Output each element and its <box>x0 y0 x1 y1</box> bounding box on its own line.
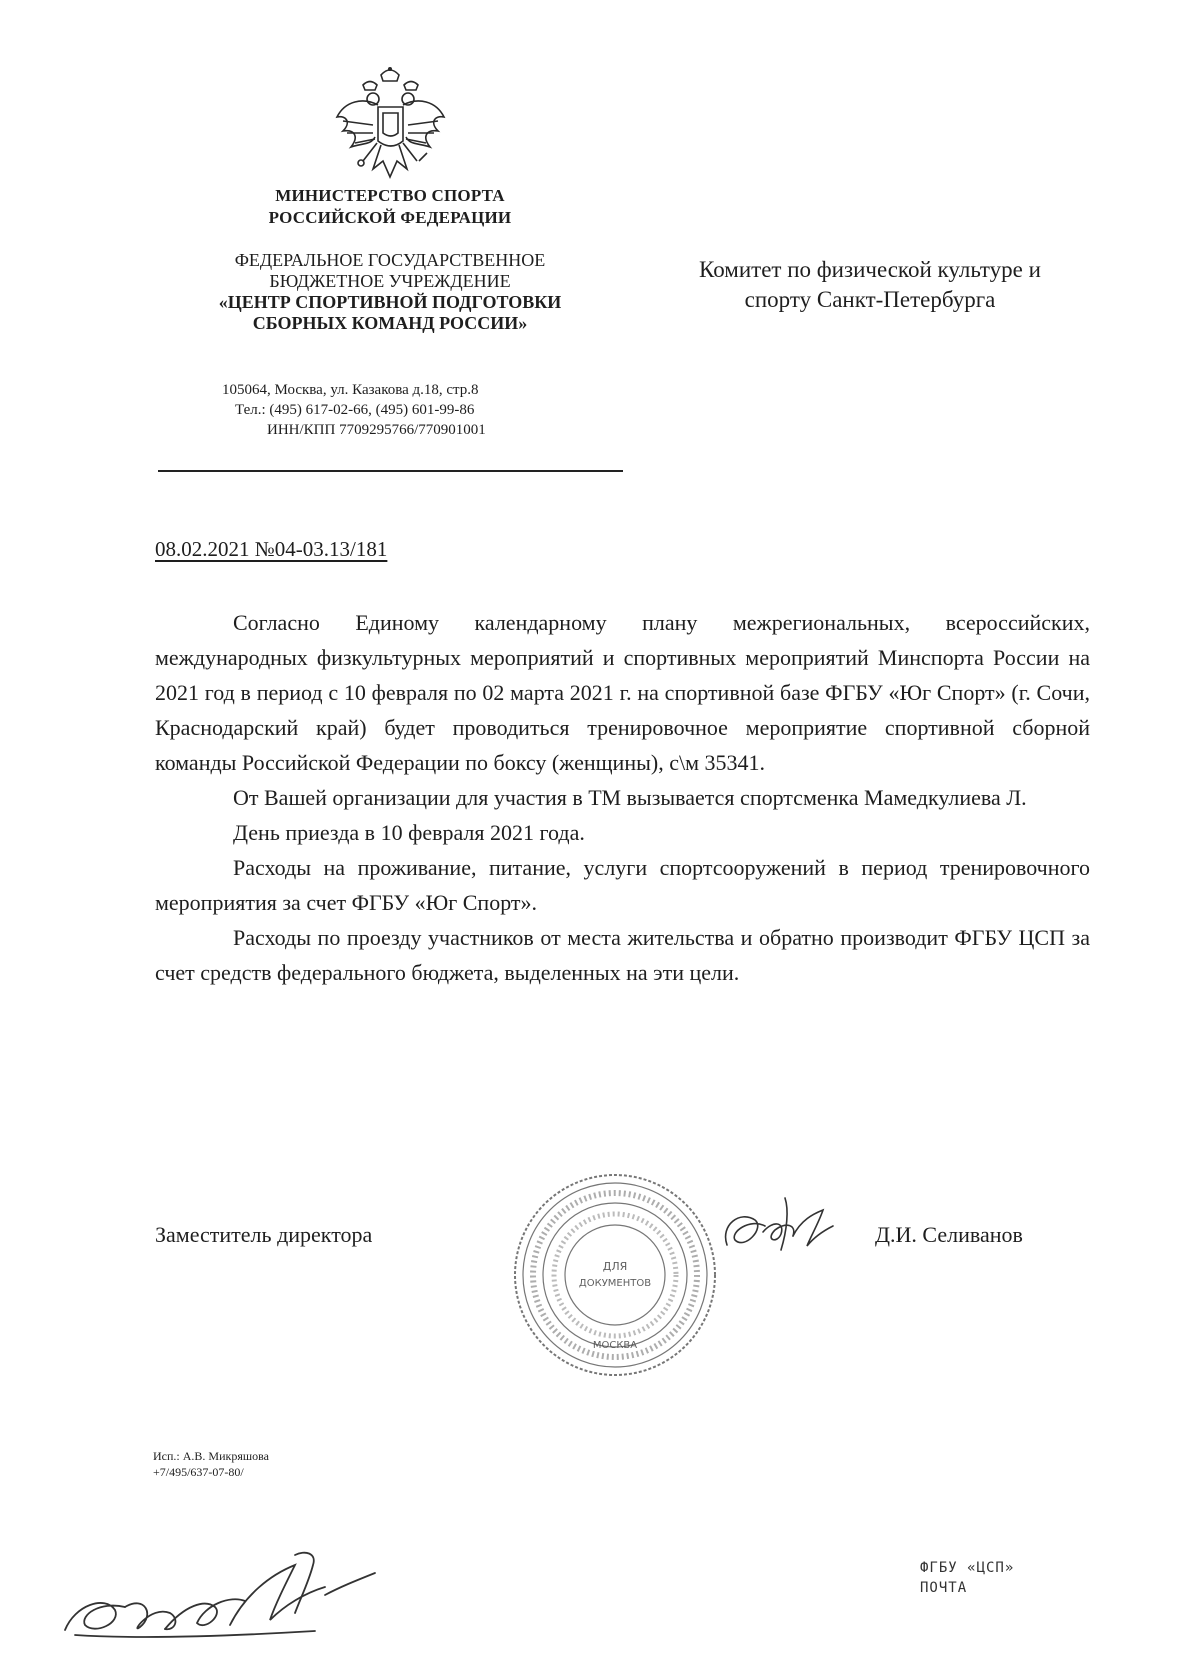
handwritten-scribble <box>55 1535 395 1650</box>
body-paragraph-4: Расходы на проживание, питание, услуги спортсооружений в период тренировочного мероприятия за счет ФГБУ «Юг Спорт». <box>155 855 1090 915</box>
recipient-line-2: спорту Санкт-Петербурга <box>744 287 996 312</box>
body-paragraph-1: Согласно Единому календарному плану межрегиональных, всероссийских, международных физкультурных мероприятий и спортивных мероприятий Минспорта России на 2021 год в период с 10 февраля по 02 марта 2021 г. на спортивной базе ФГБУ «Юг Спорт» (г. Сочи, Краснодарский край) будет проводиться тренировочное мероприятие спортивной сборной команды Российской Федерации по боксу (женщины), с\м 35341. <box>155 610 1090 775</box>
executor-name: Исп.: А.В. Микряшова <box>153 1449 269 1463</box>
document-reference: 08.02.2021 №04-03.13/181 <box>155 537 388 561</box>
org-line-2: БЮДЖЕТНОЕ УЧРЕЖДЕНИЕ <box>269 271 511 291</box>
recipient-block <box>640 255 1100 315</box>
signatory-title: Заместитель директора <box>155 1222 373 1247</box>
organization-name <box>160 250 620 334</box>
coat-of-arms-emblem <box>333 65 448 183</box>
letter-body <box>155 605 1090 990</box>
ministry-line-1: МИНИСТЕРСТВО СПОРТА <box>275 186 505 205</box>
inn-line: ИНН/КПП 7709295766/770901001 <box>267 422 486 438</box>
handwritten-signature <box>715 1190 840 1280</box>
org-line-1: ФЕДЕРАЛЬНОЕ ГОСУДАРСТВЕННОЕ <box>234 250 546 270</box>
org-line-3: «ЦЕНТР СПОРТИВНОЙ ПОДГОТОВКИ <box>218 292 562 312</box>
ministry-line-2: РОССИЙСКОЙ ФЕДЕРАЦИИ <box>268 208 512 227</box>
mail-stamp <box>920 1558 1014 1598</box>
body-paragraph-3: День приезда в 10 февраля 2021 года. <box>233 820 585 845</box>
executor-phone: +7/495/637-07-80/ <box>153 1465 244 1479</box>
ministry-name <box>200 185 580 229</box>
seal-center-line-2: ДОКУМЕНТОВ <box>578 1278 652 1289</box>
phone-line: Тел.: (495) 617-02-66, (495) 601-99-86 <box>235 402 475 418</box>
header-divider <box>158 470 623 472</box>
signatory-name: Д.И. Селиванов <box>875 1222 1023 1247</box>
mail-stamp-line-1: ФГБУ «ЦСП» <box>920 1560 1015 1576</box>
official-seal-stamp <box>510 1170 720 1380</box>
seal-center-line-1: ДЛЯ <box>602 1260 628 1273</box>
body-paragraph-2: От Вашей организации для участия в ТМ вызывается спортсменка Мамедкулиева Л. <box>233 785 1027 810</box>
seal-bottom-text: МОСКВА <box>592 1340 638 1351</box>
organization-contacts <box>215 380 575 440</box>
org-line-4: СБОРНЫХ КОМАНД РОССИИ» <box>252 313 528 333</box>
mail-stamp-line-2: ПОЧТА <box>920 1580 968 1596</box>
address-line: 105064, Москва, ул. Казакова д.18, стр.8 <box>222 382 479 398</box>
executor-info <box>153 1448 269 1480</box>
recipient-line-1: Комитет по физической культуре и <box>699 257 1041 282</box>
body-paragraph-5: Расходы по проезду участников от места жительства и обратно производит ФГБУ ЦСП за счет средств федерального бюджета, выделенных на эти цели. <box>155 925 1090 985</box>
